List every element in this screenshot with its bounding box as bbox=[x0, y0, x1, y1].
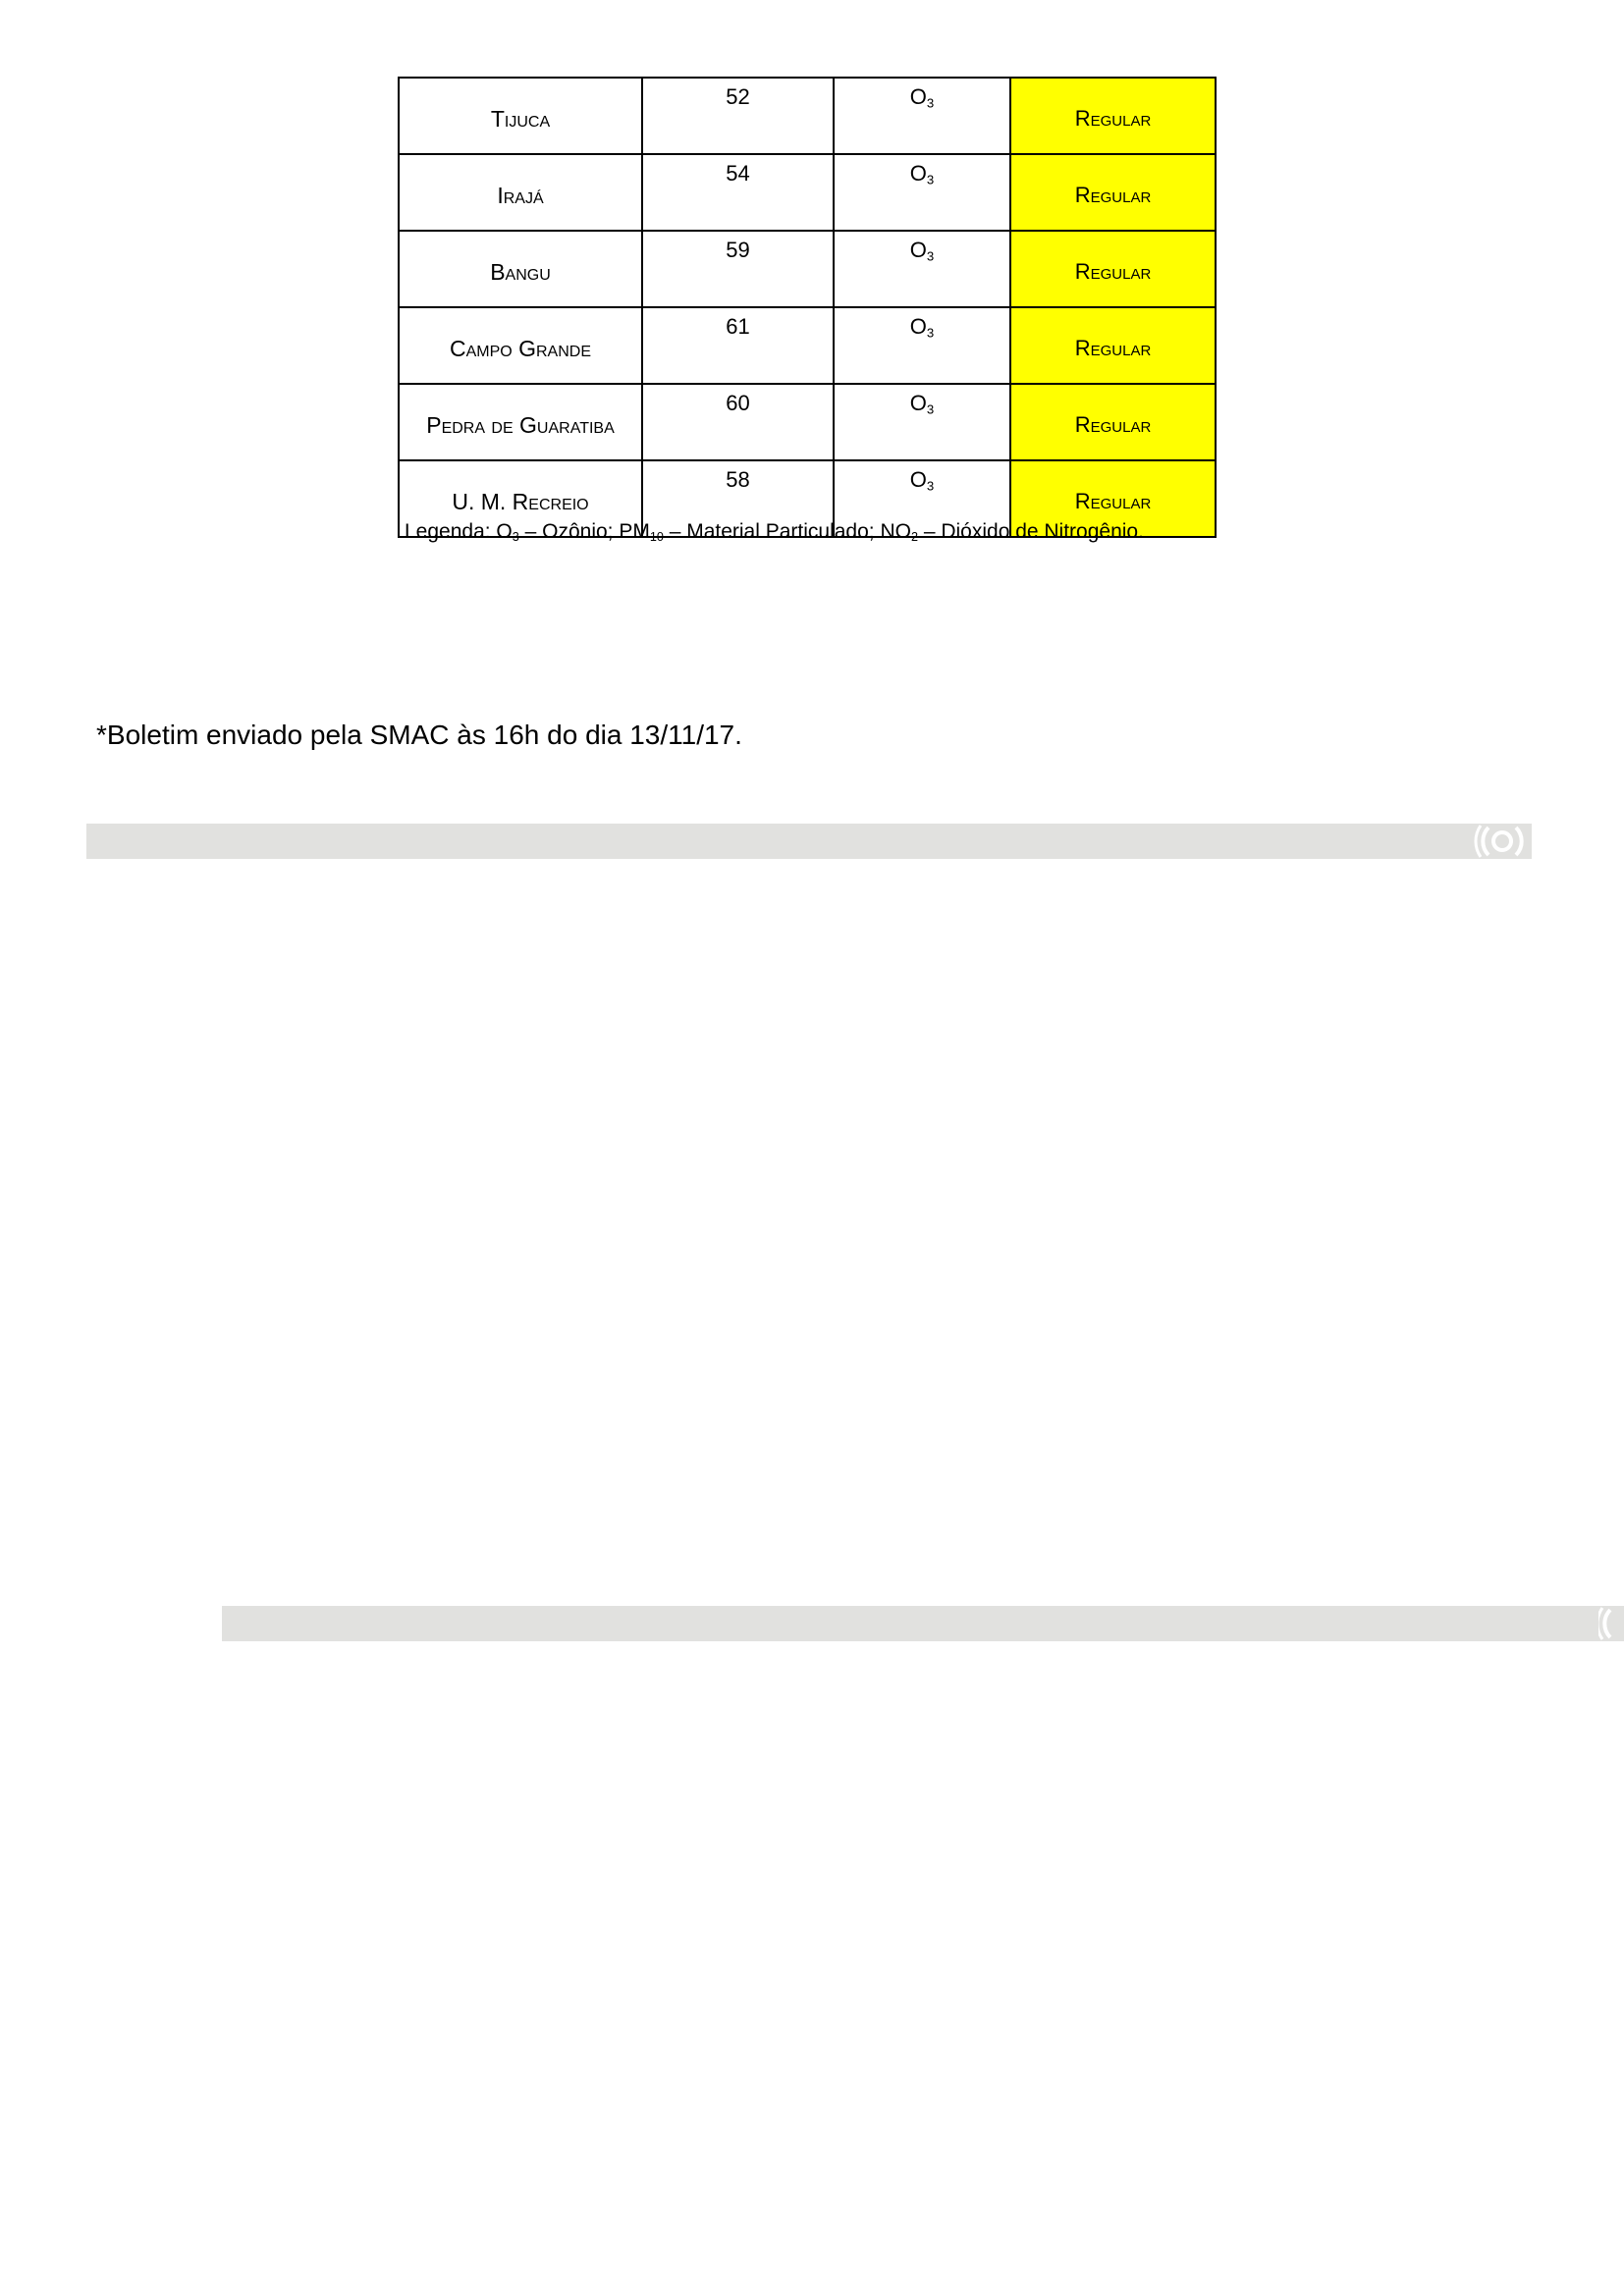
quality-rating: Regular bbox=[1010, 154, 1216, 231]
radio-wave-icon bbox=[1598, 1606, 1624, 1641]
air-quality-index: 54 bbox=[642, 154, 834, 231]
quality-rating: Regular bbox=[1010, 231, 1216, 307]
air-quality-index: 52 bbox=[642, 78, 834, 154]
air-quality-index: 60 bbox=[642, 384, 834, 460]
air-quality-index: 61 bbox=[642, 307, 834, 384]
air-quality-index: 58 bbox=[642, 460, 834, 537]
pollutant: $O_3$ bbox=[834, 307, 1010, 384]
bulletin-note: *Boletim enviado pela SMAC às 16h do dia 13/11/17. bbox=[96, 720, 742, 750]
table-row bbox=[399, 384, 1216, 460]
footer-band-secondary bbox=[222, 1606, 1624, 1641]
station-name: Pedra de Guaratiba bbox=[399, 384, 642, 460]
table-row bbox=[399, 231, 1216, 307]
quality-rating: Regular bbox=[1010, 460, 1216, 537]
pollutant: $O_3$ bbox=[834, 78, 1010, 154]
table-row bbox=[399, 154, 1216, 231]
pollutant: $O_3$ bbox=[834, 460, 1010, 537]
quality-rating: Regular bbox=[1010, 384, 1216, 460]
pollutant: $O_3$ bbox=[834, 154, 1010, 231]
station-name: U. M. Recreio bbox=[399, 460, 642, 537]
station-name: Bangu bbox=[399, 231, 642, 307]
radio-wave-icon bbox=[1473, 824, 1532, 859]
pollutant: $O_3$ bbox=[834, 231, 1010, 307]
quality-rating: Regular bbox=[1010, 307, 1216, 384]
pollutant: $O_3$ bbox=[834, 384, 1010, 460]
station-name: Campo Grande bbox=[399, 307, 642, 384]
table-row bbox=[399, 78, 1216, 154]
air-quality-index: 59 bbox=[642, 231, 834, 307]
table-row bbox=[399, 307, 1216, 384]
air-quality-table bbox=[398, 77, 1217, 538]
table-legend: Legenda: $O_3$ – Ozônio; $PM_{10}$ – Material Particulado; $NO_2$ – Dióxido de Nitrogênio. bbox=[405, 520, 1144, 545]
station-name: Irajá bbox=[399, 154, 642, 231]
station-name: Tijuca bbox=[399, 78, 642, 154]
footer-band bbox=[86, 824, 1532, 859]
quality-rating: Regular bbox=[1010, 78, 1216, 154]
